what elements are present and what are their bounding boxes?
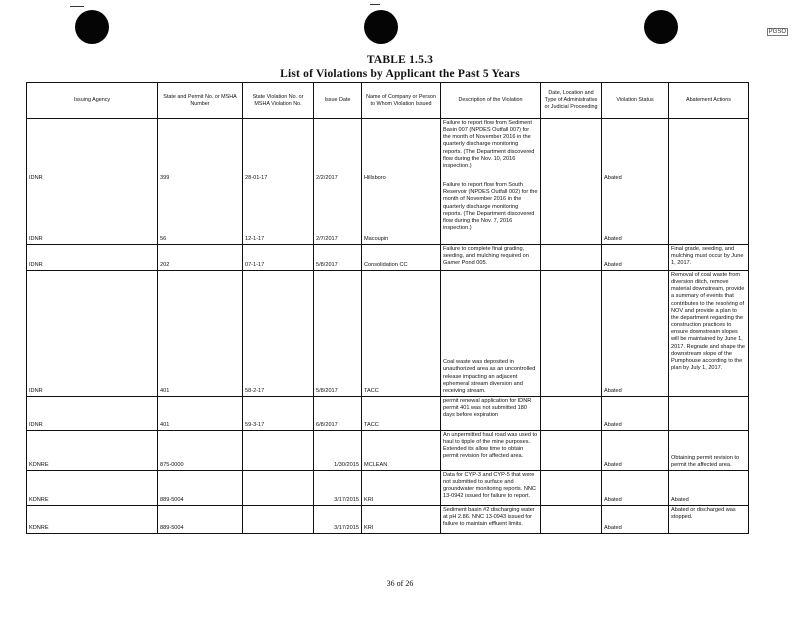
- cell-company: KRI: [362, 471, 441, 506]
- header-issue-date: Issue Date: [314, 83, 362, 119]
- cell-agency: IDNR: [27, 397, 158, 431]
- cell-agency: [27, 119, 158, 245]
- cell-violation-no: 58-2-17: [243, 271, 314, 397]
- cell-value: Abated: [604, 174, 622, 181]
- header-abatement: Abatement Actions: [669, 83, 749, 119]
- cell-company: KRI: [362, 506, 441, 534]
- header-violation-no: State Violation No. or MSHA Violation No.: [243, 83, 314, 119]
- cell-violation-no: [243, 506, 314, 534]
- cell-proceeding: [541, 397, 602, 431]
- header-company: Name of Company or Person to Whom Violation Issued: [362, 83, 441, 119]
- cell-abatement: Removal of coal waste from diversion ditch, remove material downstream, provide a summary of events that contributes to the resolving of NOV and provide a plan to the department regarding the construction practices to ensure downstream slopes will be maintained by June 1, 2017. Regrade and shape the downstream slope of the Pumphouse according to the plan by July 1, 2017.: [669, 271, 749, 397]
- cell-description: An unpermitted haul road was used to haul to tipple of the mine purposes. Extended its allow time to obtain permit revision for affected area.: [441, 431, 541, 471]
- cell-proceeding: [541, 506, 602, 534]
- violations-table: [26, 82, 749, 534]
- cell-issue-date: [314, 119, 362, 245]
- cell-agency: IDNR: [27, 245, 158, 271]
- cell-status: Abated: [602, 471, 669, 506]
- header-description: Description of the Violation: [441, 83, 541, 119]
- table-row: [27, 271, 749, 397]
- cell-description: Coal waste was deposited in unauthorized area as an uncontrolled release impacting an adjacent ephemeral stream diversion and receiving stream.: [441, 271, 541, 397]
- cell-value: 2/2/2017: [316, 174, 338, 181]
- cell-proceeding: [541, 471, 602, 506]
- header-permit-no: State and Permit No. or MSHA Number: [158, 83, 243, 119]
- cell-status: [602, 119, 669, 245]
- cell-abatement: Final grade, seeding, and mulching must occur by June 1, 2017.: [669, 245, 749, 271]
- cell-status: Abated: [602, 431, 669, 471]
- cell-value: IDNR: [29, 174, 43, 181]
- page-code: PGSO: [768, 29, 786, 35]
- header-proceeding: Date, Location and Type of Administrative or Judicial Proceeding: [541, 83, 602, 119]
- cell-value: 12-1-17: [245, 235, 265, 242]
- cell-value: Macoupin: [364, 235, 389, 242]
- cell-proceeding: [541, 431, 602, 471]
- cell-abatement: Obtaining permit revision to permit the affected area.: [669, 431, 749, 471]
- binder-hole-left: [75, 10, 109, 44]
- cell-abatement: [669, 397, 749, 431]
- cell-status: Abated: [602, 397, 669, 431]
- cell-proceeding: [541, 271, 602, 397]
- header-issuing-agency: Issuing Agency: [27, 83, 158, 119]
- cell-issue-date: 3/17/2015: [314, 506, 362, 534]
- cell-permit: 401: [158, 271, 243, 397]
- cell-abatement: Abated or discharged was stopped.: [669, 506, 749, 534]
- cell-permit: 889-5004: [158, 506, 243, 534]
- cell-issue-date: 1/30/2015: [314, 431, 362, 471]
- table-row: [27, 431, 749, 471]
- table-subtitle: List of Violations by Applicant the Past 5 Years: [280, 68, 520, 80]
- cell-issue-date: 5/8/2017: [314, 245, 362, 271]
- table-row: [27, 119, 749, 245]
- cell-issue-date: 5/8/2017: [314, 271, 362, 397]
- cell-company: [362, 119, 441, 245]
- cell-violation-no: [243, 119, 314, 245]
- cell-company: Consolidation CC: [362, 245, 441, 271]
- cell-permit: 202: [158, 245, 243, 271]
- cell-description: Data for CYP-3 and CYP-5 that were not submitted to surface and groundwater monitoring reports. NNC 13-0942 issued for failure to report.: [441, 471, 541, 506]
- cell-value: Failure to report flow from South Reservoir (NPDES Outfall 002) for the month of November 2016 in the quarterly discharge monitoring reports. (The Department discovered flow during the Nov. 7, 2016 inspection.): [443, 182, 538, 232]
- cell-agency: KDNRE: [27, 431, 158, 471]
- cell-permit: [158, 119, 243, 245]
- table-title: TABLE 1.5.3: [366, 54, 434, 66]
- cell-violation-no: [243, 471, 314, 506]
- cell-status: Abated: [602, 506, 669, 534]
- cell-permit: 889-5004: [158, 471, 243, 506]
- cell-value: Abated: [604, 235, 622, 242]
- cell-permit: 401: [158, 397, 243, 431]
- cell-agency: KDNRE: [27, 506, 158, 534]
- header-status: Violation Status: [602, 83, 669, 119]
- cell-permit: 875-0000: [158, 431, 243, 471]
- cell-company: TACC: [362, 397, 441, 431]
- cell-issue-date: 3/17/2015: [314, 471, 362, 506]
- page-number: 36 of 26: [386, 579, 414, 588]
- table-row: [27, 471, 749, 506]
- table-row: [27, 506, 749, 534]
- cell-value: 28-01-17: [245, 174, 268, 181]
- cell-abatement: [669, 119, 749, 245]
- table-row: [27, 397, 749, 431]
- cell-status: Abated: [602, 271, 669, 397]
- cell-value: 399: [160, 174, 170, 181]
- cell-violation-no: [243, 431, 314, 471]
- scan-mark: [370, 4, 380, 5]
- cell-value: 56: [160, 235, 167, 242]
- cell-value: IDNR: [29, 235, 43, 242]
- cell-company: MCLEAN: [362, 431, 441, 471]
- cell-agency: KDNRE: [27, 471, 158, 506]
- cell-violation-no: 59-3-17: [243, 397, 314, 431]
- cell-company: TACC: [362, 271, 441, 397]
- cell-description: permit renewal application for IDNR permit 401 was not submitted 180 days before expiration: [441, 397, 541, 431]
- cell-description: Sediment basin #2 discharging water at pH 2.86. NNC 13-0943 issued for failure to maintain effluent limits.: [441, 506, 541, 534]
- cell-proceeding: [541, 119, 602, 245]
- cell-abatement: Abated: [669, 471, 749, 506]
- cell-status: Abated: [602, 245, 669, 271]
- cell-value: Hillsboro: [364, 174, 386, 181]
- cell-value: 2/7/2017: [316, 235, 338, 242]
- cell-description: Failure to complete final grading, seeding, and mulching required on Gamer Pond 005.: [441, 245, 541, 271]
- cell-proceeding: [541, 245, 602, 271]
- binder-hole-center: [364, 10, 398, 44]
- table-header-row: [27, 83, 749, 119]
- table-row: [27, 245, 749, 271]
- cell-value: Failure to report flow from Sediment Basin 007 (NPDES Outfall 007) for the month of November 2016 in the quarterly discharge monitoring reports. (The Department discovered flow during the Nov. 10, 2016 inspection.): [443, 120, 535, 169]
- scan-mark: [70, 6, 84, 7]
- cell-agency: IDNR: [27, 271, 158, 397]
- binder-hole-right: [644, 10, 678, 44]
- cell-description: [441, 119, 541, 245]
- cell-issue-date: 6/8/2017: [314, 397, 362, 431]
- cell-violation-no: 07-1-17: [243, 245, 314, 271]
